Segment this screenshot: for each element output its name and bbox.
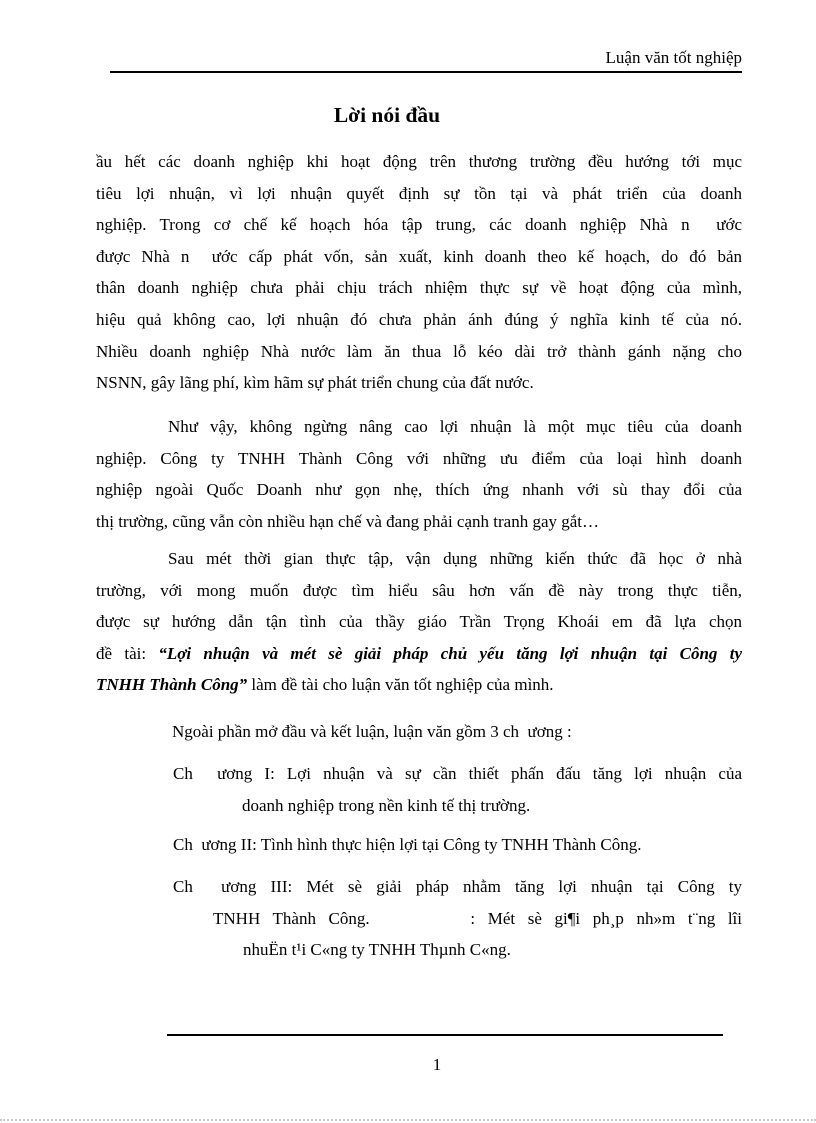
chapter-3-line-1: Ch ương III: Mét sè giải pháp nhằm tăng lợi nhuận tại Công ty [173,877,742,896]
text-line: ầu hết các doanh nghiệp khi hoạt động trên thương trường đều hướng tới mục [96,152,742,171]
topic-title-part2: TNHH Thành Công” [96,675,248,695]
text-line: nghiệp ngoài Quốc Doanh như gọn nhẹ, thích ứng nhanh với sù thay đổi của [96,480,742,500]
topic-title-part1: “Lợi nhuận và mét sè giải pháp chủ yếu tăng lợi nhuận tại Công ty [158,643,742,663]
text-line-thesis-topic [96,669,742,701]
chapter-1-line-1: Ch ương I: Lợi nhuận và sự cần thiết phấn đấu tăng lợi nhuận của [173,764,742,783]
text-line: thân doanh nghiệp chưa phải chịu trách nhiệm thực sự về hoạt động của mình, [96,278,742,298]
chapter-1-item [96,758,742,821]
paragraph-3 [96,543,742,701]
text-line: Nhiều doanh nghiệp Nhà nước làm ăn thua lỗ kéo dài trở thành gánh nặng cho [96,341,742,361]
text-line: trường, với mong muốn được tìm hiểu sâu hơn vấn đề này trong thực tiễn, [96,580,742,600]
text-line: được sự hướng dẫn tận tình của thầy giáo Trần Trọng Khoái em đã lựa chọn [96,612,742,632]
page-number: 1 [432,1055,442,1074]
paragraph-1 [96,146,742,399]
text-line: hiệu quả không cao, lợi nhuận đó chưa phản ánh đúng ý nghĩa kinh tế của nó. [96,309,742,329]
chapter-1-line-2: doanh nghiệp trong nền kinh tế thị trường. [242,795,531,815]
chapter-3-line-3: nhuËn t¹i C«ng ty TNHH Thµnh C«ng. [243,940,511,960]
text-line: Ngoài phần mở đầu và kết luận, luận văn gồm 3 ch ương : [172,722,572,741]
header-rule [110,71,742,73]
topic-lead-in: đề tài: [96,643,159,663]
footer-rule [167,1034,723,1036]
text-line: nghiệp. Công ty TNHH Thành Công với những ưu điểm của loại hình doanh [96,448,742,468]
text-line: thị trường, cũng vẫn còn nhiều hạn chế và đang phải cạnh tranh gay gắt… [96,511,600,531]
chapter-3-item [96,871,742,966]
text-line-thesis-topic [96,638,742,670]
text-line: Như vậy, không ngừng nâng cao lợi nhuận là một mục tiêu của doanh [168,417,742,436]
text-line: NSNN, gây lãng phí, kìm hãm sự phát triển chung của đất nước. [96,373,534,393]
page-boundary-dotted-line [0,1119,816,1121]
text-line: Sau mét thời gian thực tập, vận dụng những kiến thức đã học ở nhà [168,549,742,568]
text-line: được Nhà n ước cấp phát vốn, sản xuất, kinh doanh theo kế hoạch, do đó bản [96,246,742,266]
text-line: nghiệp. Trong cơ chế kế hoạch hóa tập trung, các doanh nghiệp Nhà n ước [96,215,742,235]
running-header: Luận văn tốt nghiệp [605,48,742,67]
paragraph-4 [96,716,742,748]
topic-tail: làm đề tài cho luận văn tốt nghiệp của mình. [247,675,554,695]
paragraph-2 [96,411,742,537]
chapter-2-line-1: Ch ương II: Tình hình thực hiện lợi tại Công ty TNHH Thành Công. [173,835,642,854]
chapter-2-item [96,829,742,861]
page-title: Lời nói đầu [333,103,441,127]
text-line: tiêu lợi nhuận, vì lợi nhuận quyết định sự tồn tại và phát triển của doanh [96,183,742,203]
chapter-3-line-2: TNHH Thành Công. : Mét sè gi¶i ph¸p nh»m t¨ng lîi [213,908,742,928]
